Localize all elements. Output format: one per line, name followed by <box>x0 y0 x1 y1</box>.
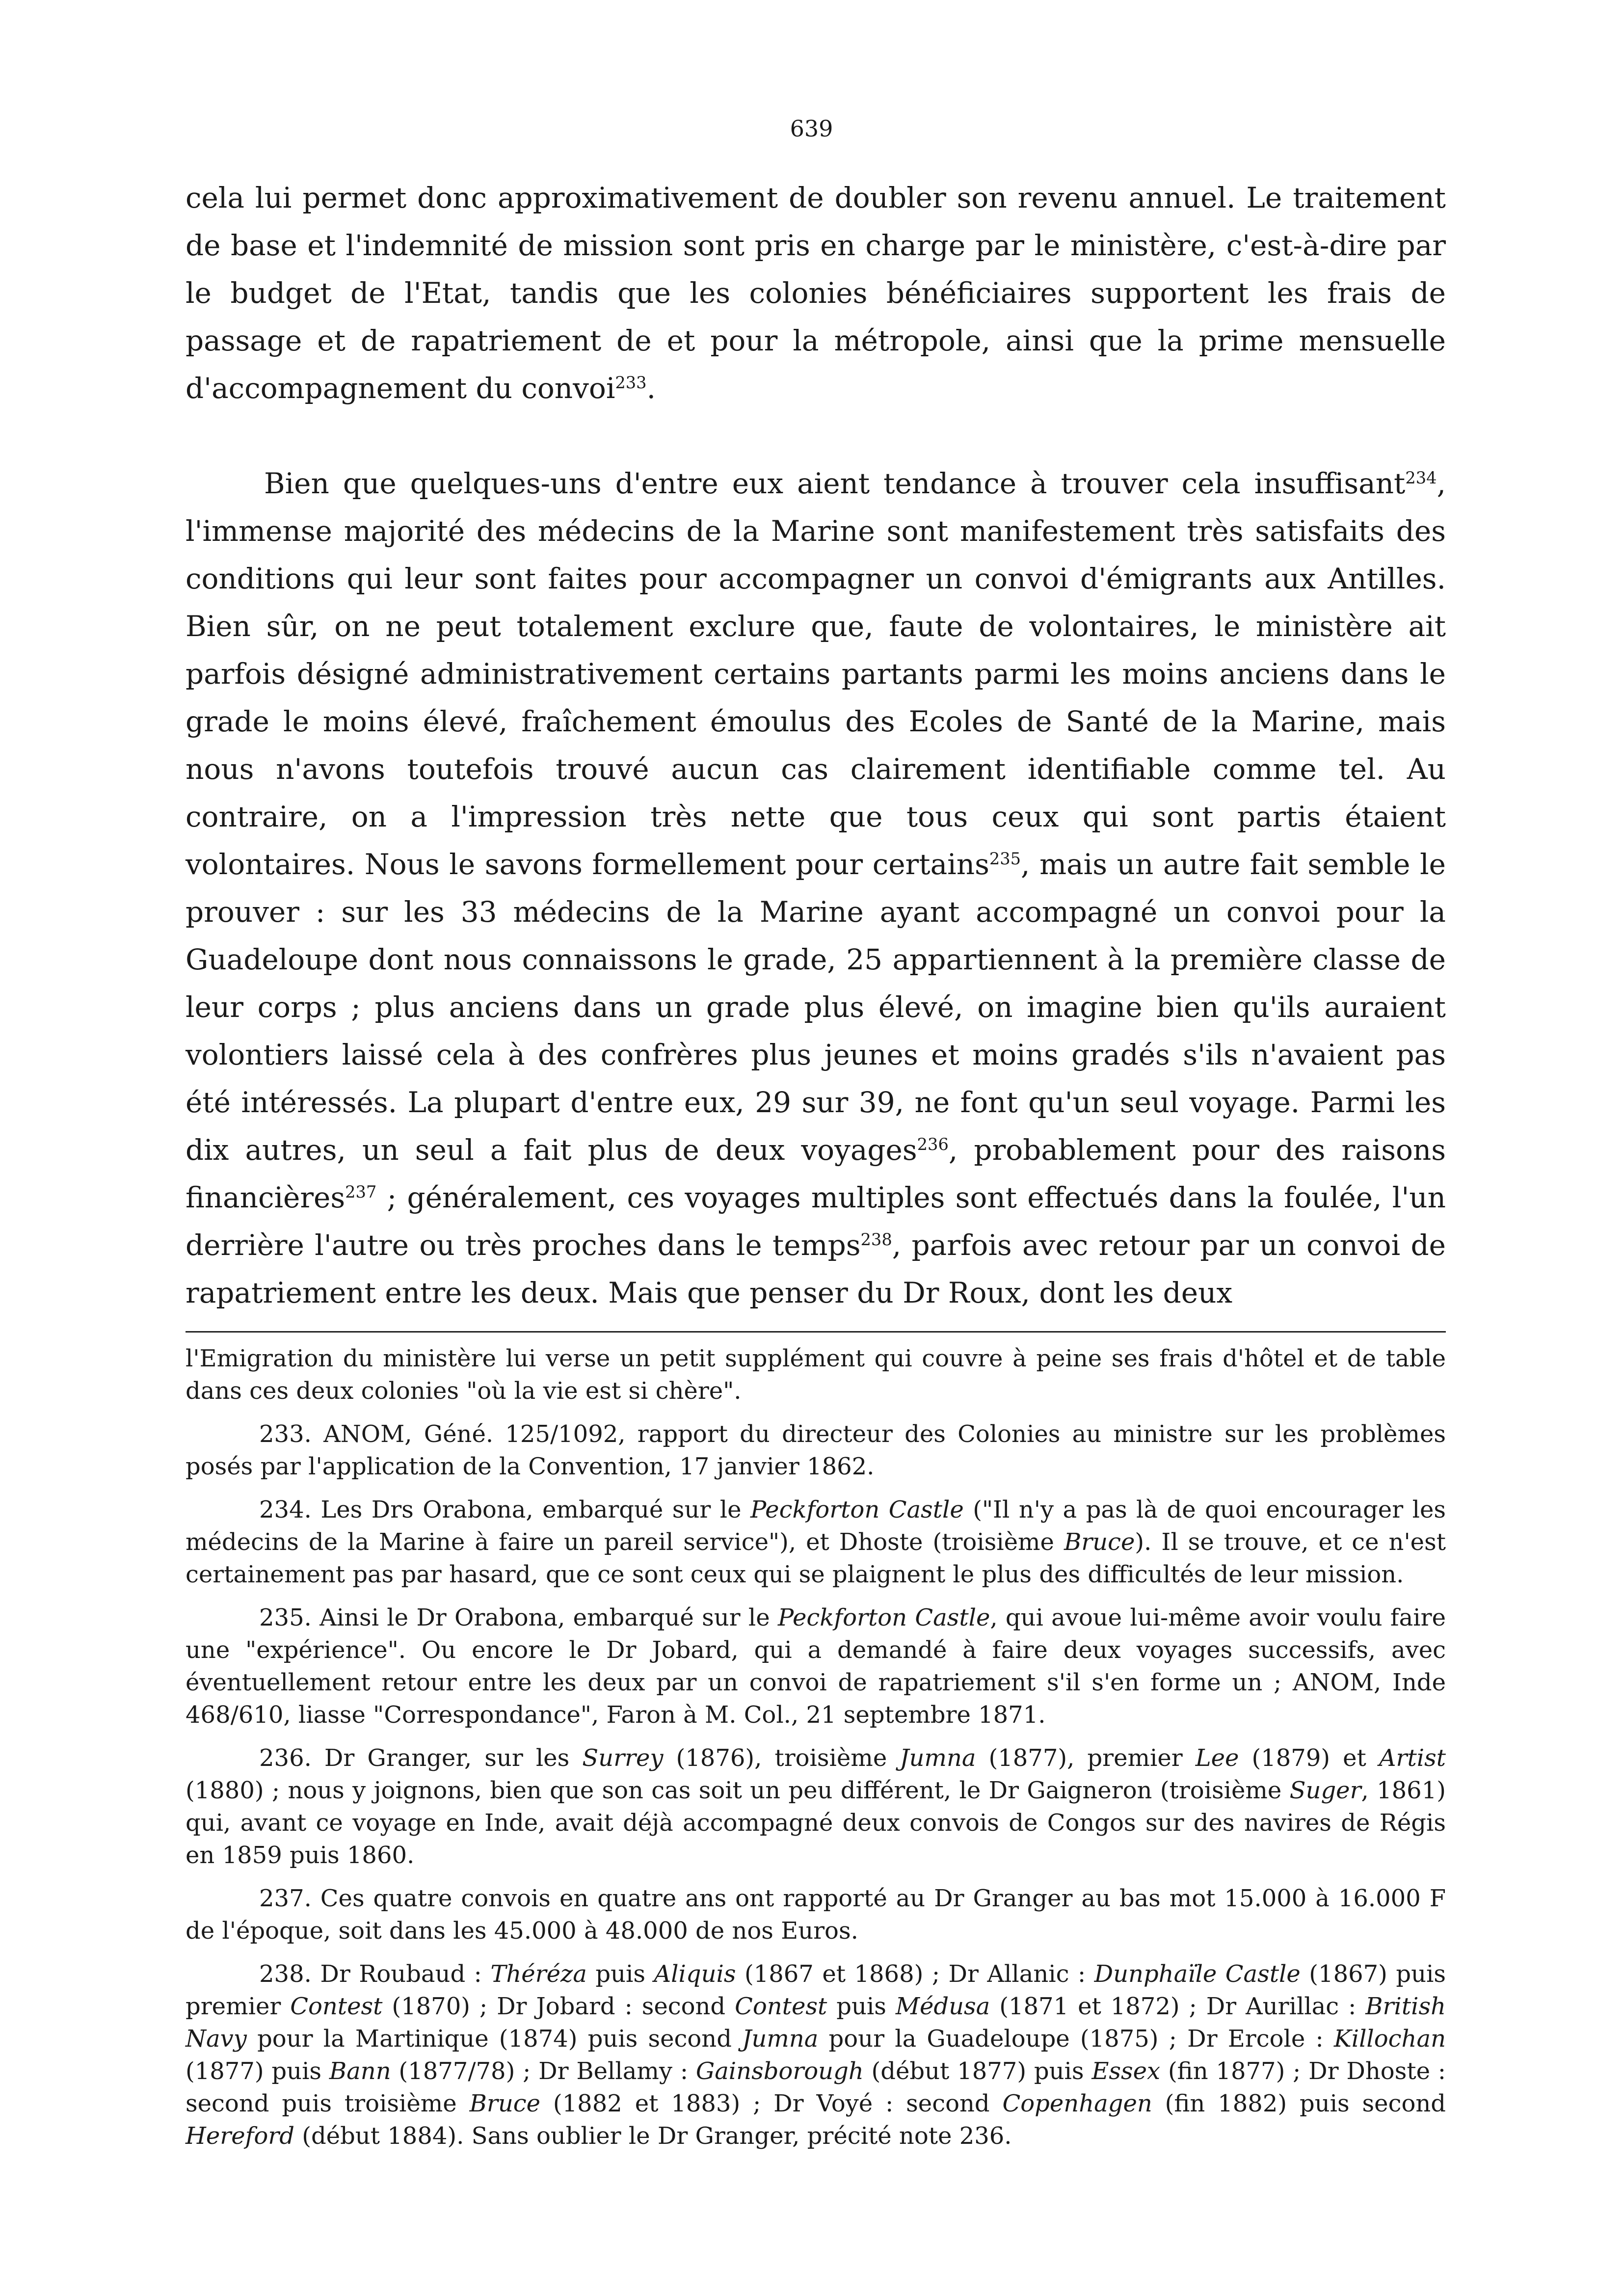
footnote-ref-235[interactable]: 235 <box>989 849 1021 868</box>
footnote-235: 235. Ainsi le Dr Orabona, embarqué sur le Peckforton Castle, qui avoue lui-même avoir voulu faire une "expérience". Ou encore le Dr Jobard, qui a demandé à faire deux voyages successifs, avec éventuellement retour entre les deux par un convoi de rapatriement s'il s'en forme un ; ANOM, Inde 468/610, liasse "Correspondance", Faron à M. Col., 21 septembre 1871. <box>186 1604 1446 1729</box>
footnote-ref-233[interactable]: 233 <box>615 373 647 392</box>
footnote-separator <box>186 1331 1446 1333</box>
footnote-ref-236[interactable]: 236 <box>917 1134 949 1154</box>
main-text <box>186 174 1446 1317</box>
footnotes <box>186 1342 1446 2163</box>
page-number: 639 <box>790 115 833 142</box>
paragraph-1: cela lui permet donc approximativement de doubler son revenu annuel. Le traitement de base et l'indemnité de mission sont pris en charge par le ministère, c'est-à-dire par le budget de l'Etat, tandis que les colonies bénéficiaires supportent les frais de passage et de rapatriement de et pour la métropole, ainsi que la prime mensuelle d'accompagnement du convoi$^{233}$. <box>186 181 1446 405</box>
footnote-236: 236. Dr Granger, sur les Surrey (1876), troisième Jumna (1877), premier Lee (1879) et Artist (1880) ; nous y joignons, bien que son cas soit un peu différent, le Dr Gaigneron (troisième Suger, 1861) qui, avant ce voyage en Inde, avait déjà accompagné deux convois de Congos sur des navires de Régis en 1859 puis 1860. <box>186 1744 1446 1869</box>
footnote-234: 234. Les Drs Orabona, embarqué sur le Peckforton Castle ("Il n'y a pas là de quoi encourager les médecins de la Marine à faire un pareil service"), et Dhoste (troisième Bruce). Il se trouve, et ce n'est certainement pas par hasard, que ce sont ceux qui se plaignent le plus des difficultés de leur mission. <box>186 1496 1446 1588</box>
footnote-continuation: l'Emigration du ministère lui verse un petit supplément qui couvre à peine ses frais d'hôtel et de table dans ces deux colonies "où la vie est si chère". <box>186 1345 1446 1405</box>
footnote-ref-238[interactable]: 238 <box>860 1229 892 1249</box>
footnote-ref-234[interactable]: 234 <box>1405 468 1437 487</box>
paragraph-2: Bien que quelques-uns d'entre eux aient tendance à trouver cela insuffisant$^{234}$, l'immense majorité des médecins de la Marine sont manifestement très satisfaits des conditions qui leur sont faites pour accompagner un convoi d'émigrants aux Antilles. Bien sûr, on ne peut totalement exclure que, faute de volontaires, le ministère ait parfois désigné administrativement certains partants parmi les moins anciens dans le grade le moins élevé, fraîchement émoulus des Ecoles de Santé de la Marine, mais nous n'avons toutefois trouvé aucun cas clairement identifiable comme tel. Au contraire, on a l'impression très nette que tous ceux qui sont partis étaient volontaires. Nous le savons formellement pour certains$^{235}$, mais un autre fait semble le prouver : sur les 33 médecins de la Marine ayant accompagné un convoi pour la Guadeloupe dont nous connaissons le grade, 25 appartiennent à la première classe de leur corps ; plus anciens dans un grade plus élevé, on imagine bien qu'ils auraient volontiers laissé cela à des confrères plus jeunes et moins gradés s'ils n'avaient pas été intéressés. La plupart d'entre eux, 29 sur 39, ne font qu'un seul voyage. Parmi les dix autres, un seul a fait plus de deux voyages$^{236}$, probablement pour des raisons financières$^{237}$ ; généralement, ces voyages multiples sont effectués dans la foulée, l'un derrière l'autre ou très proches dans le temps$^{238}$, parfois avec retour par un convoi de rapatriement entre les deux. Mais que penser du Dr Roux, dont les deux <box>186 467 1446 1309</box>
footnote-ref-237[interactable]: 237 <box>345 1182 377 1201</box>
footnote-237: 237. Ces quatre convois en quatre ans ont rapporté au Dr Granger au bas mot 15.000 à 16.000 F de l'époque, soit dans les 45.000 à 48.000 de nos Euros. <box>186 1885 1446 1945</box>
footnote-238: 238. Dr Roubaud : Théréza puis Aliquis (1867 et 1868) ; Dr Allanic : Dunphaïle Castle (1867) puis premier Contest (1870) ; Dr Jobard : second Contest puis Médusa (1871 et 1872) ; Dr Aurillac : British Navy pour la Martinique (1874) puis second Jumna pour la Guadeloupe (1875) ; Dr Ercole : Killochan (1877) puis Bann (1877/78) ; Dr Bellamy : Gainsborough (début 1877) puis Essex (fin 1877) ; Dr Dhoste : second puis troisième Bruce (1882 et 1883) ; Dr Voyé : second Copenhagen (fin 1882) puis second Hereford (début 1884). Sans oublier le Dr Granger, précité note 236. <box>186 1960 1446 2150</box>
footnote-233: 233. ANOM, Géné. 125/1092, rapport du directeur des Colonies au ministre sur les problèmes posés par l'application de la Convention, 17 janvier 1862. <box>186 1420 1446 1480</box>
